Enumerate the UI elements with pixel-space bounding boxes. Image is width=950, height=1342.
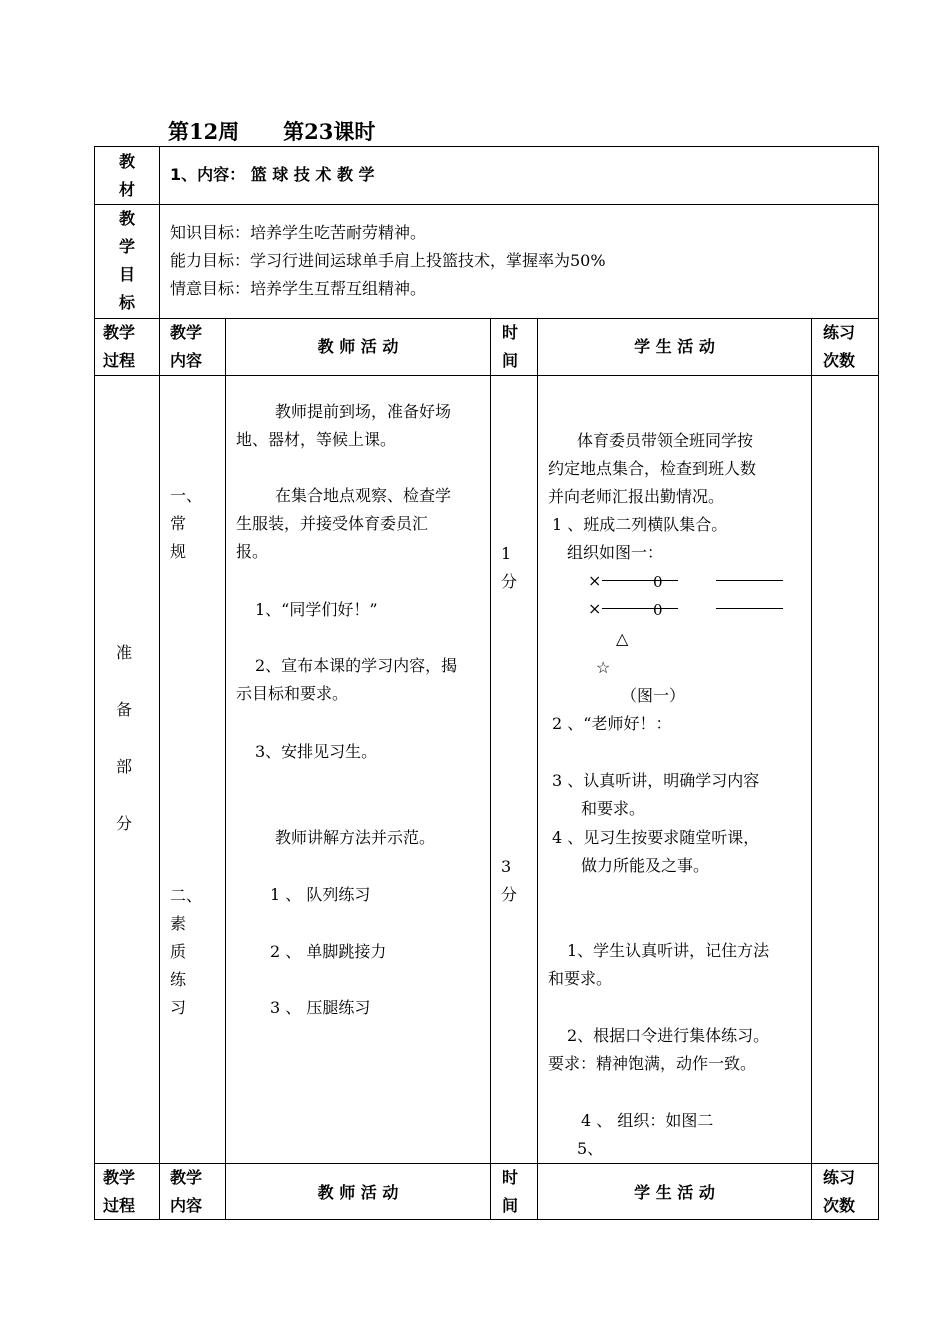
student-p1-line2: 约定地点集合，检查到班人数 (548, 459, 757, 478)
student-p1-line3: 并向老师汇报出勤情况。 (548, 487, 725, 506)
student-step-4-line2: 做力所能及之事。 (581, 856, 710, 875)
teacher-exercise-1: 1 、 队列练习 (270, 885, 371, 904)
student-p1-line1: 体育委员带领全班同学按 (577, 431, 754, 450)
formation-line (602, 580, 678, 581)
footer-header-time: 时间 (502, 1168, 519, 1215)
student-step-4-line1: 4 、见习生按要求随堂听课， (552, 828, 760, 847)
figure-1-caption: （图一） (621, 686, 686, 705)
formation-line (602, 608, 678, 609)
routine-label: 一、常规 (170, 486, 203, 561)
row-divider (94, 204, 879, 205)
time-2-number: 3 (501, 857, 512, 876)
teacher-p1-line1: 教师提前到场，准备好场 (275, 402, 452, 421)
col-divider (811, 318, 812, 1220)
teacher-p2-line1: 在集合地点观察、检查学 (275, 486, 452, 505)
quality-label: 二、素质练习 (170, 886, 203, 1017)
week-label: 第12周 (168, 119, 240, 144)
header-content: 教学内容 (170, 323, 203, 370)
student-step-3-line1: 3 、认真听讲，明确学习内容 (552, 771, 760, 790)
formation-zero-2: 0 (653, 601, 663, 619)
page-title (168, 116, 375, 146)
formation-cross-2: × (588, 599, 602, 618)
teacher-p4-line1: 2、宣布本课的学习内容，揭 (255, 656, 458, 675)
header-count: 练习次数 (823, 323, 856, 370)
table-border-top (94, 146, 879, 147)
student-quality-1-line1: 1、学生认真听讲，记住方法 (567, 941, 770, 960)
teacher-p1-line2: 地、器材，等候上课。 (236, 430, 397, 449)
student-step-3-line2: 和要求。 (581, 799, 646, 818)
material-content: 1、内容： 篮 球 技 术 教 学 (170, 165, 375, 184)
lesson-label: 第23课时 (283, 119, 376, 144)
time-1-unit: 分 (501, 572, 518, 591)
row-divider (94, 375, 879, 376)
goal-affective: 情意目标：培养学生互帮互组精神。 (170, 279, 427, 298)
row-divider (94, 1163, 879, 1164)
teacher-p2-line2: 生服装，并接受体育委员汇 (236, 514, 429, 533)
student-quality-5: 5、 (577, 1139, 604, 1158)
footer-header-process: 教学过程 (103, 1168, 136, 1215)
header-time: 时间 (502, 323, 519, 370)
table-border-bottom (94, 1219, 879, 1220)
teacher-p4-line2: 示目标和要求。 (236, 684, 349, 703)
phase-preparation: 准备部分 (116, 643, 133, 833)
student-step-1: 1 、班成二列横队集合。 (552, 515, 728, 534)
triangle-icon: △ (616, 629, 629, 648)
header-student-activity: 学 生 活 动 (634, 337, 715, 356)
teacher-exercise-2: 2 、 单脚跳接力 (270, 942, 387, 961)
footer-header-student-activity: 学 生 活 动 (634, 1183, 715, 1202)
student-quality-2-line1: 2、根据口令进行集体练习。 (567, 1026, 770, 1045)
footer-header-content: 教学内容 (170, 1168, 203, 1215)
formation-line (716, 608, 783, 609)
header-teacher-activity: 教 师 活 动 (317, 337, 399, 356)
row-divider (94, 318, 879, 319)
teacher-greeting: 1、“同学们好！” (255, 600, 378, 619)
time-2-unit: 分 (501, 885, 518, 904)
footer-header-teacher-activity: 教 师 活 动 (317, 1183, 399, 1202)
student-formation-intro: 组织如图一： (567, 543, 664, 562)
goal-knowledge: 知识目标：培养学生吃苦耐劳精神。 (170, 223, 427, 242)
time-1-number: 1 (501, 544, 512, 563)
star-icon: ☆ (596, 658, 611, 677)
header-process: 教学过程 (103, 323, 136, 370)
teacher-demo: 教师讲解方法并示范。 (275, 828, 436, 847)
teacher-p5: 3、安排见习生。 (255, 742, 378, 761)
student-quality-2-line2: 要求：精神饱满，动作一致。 (548, 1054, 757, 1073)
material-label: 教材 (118, 152, 135, 199)
col-divider (225, 318, 226, 1220)
teacher-exercise-3: 3 、 压腿练习 (270, 998, 371, 1017)
lesson-plan-table (94, 146, 879, 1220)
goals-label: 教学目标 (118, 209, 135, 312)
table-border-left (94, 146, 95, 1220)
goal-ability: 能力目标：学习行进间运球单手肩上投篮技术，掌握率为50% (170, 251, 606, 270)
formation-zero-1: 0 (653, 573, 663, 591)
col-divider (537, 318, 538, 1220)
teacher-p2-line3: 报。 (236, 542, 269, 561)
formation-cross-1: × (588, 571, 602, 590)
formation-line (716, 580, 783, 581)
student-quality-4: 4 、 组织：如图二 (581, 1111, 714, 1130)
col-divider (159, 146, 160, 1220)
col-divider (490, 318, 491, 1220)
student-quality-1-line2: 和要求。 (548, 969, 613, 988)
footer-header-count: 练习次数 (823, 1168, 856, 1215)
student-step-2: 2 、“老师好！： (552, 714, 672, 733)
table-border-right (878, 146, 879, 1220)
